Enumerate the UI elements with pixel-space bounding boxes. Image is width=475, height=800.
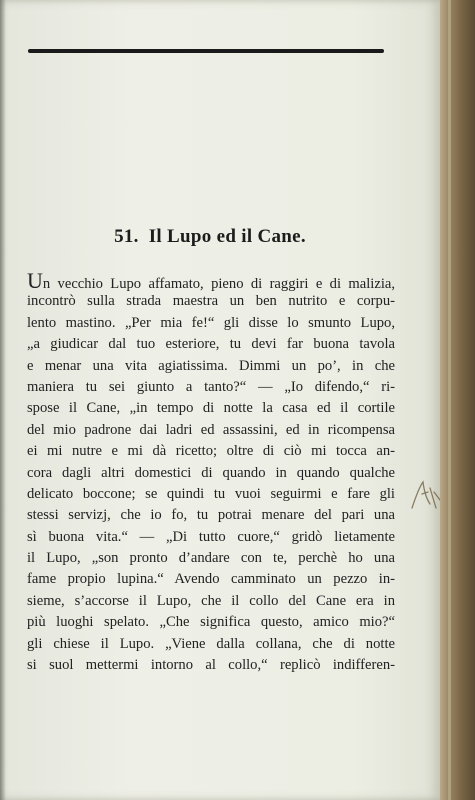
initial-letter: U: [27, 268, 43, 293]
fable-body: [27, 270, 395, 676]
text-line-3: lento mastino. „Per mia fe!“ gli disse lo smunto Lupo,: [27, 314, 395, 331]
text-line-1: [27, 270, 395, 291]
fable-title: [0, 226, 420, 248]
spine-shadow: [0, 0, 6, 800]
text-line-5: e menar una vita agiatissima. Dimmi un po’, in che: [27, 357, 395, 374]
text-line-19: si suol mettermi intorno al collo,“ replicò indifferen-: [27, 657, 395, 674]
fable-title-text: Il Lupo ed il Cane.: [148, 226, 306, 247]
header-rule: [28, 49, 384, 53]
text-line-4: „a giudicar dal tuo esteriore, tu devi far buona tavola: [27, 336, 395, 353]
text-line-16: sieme, s’accorse il Lupo, che il collo del Cane era in: [27, 592, 395, 609]
text-line-17: più luoghi spelato. „Che significa questo, amico mio?“: [27, 614, 395, 631]
text-line-14: il Lupo, „son pronto d’andare con te, perchè ho una: [27, 550, 395, 567]
text-line-10: cora dagli altri domestici di quando in quando qualche: [27, 464, 395, 481]
fable-number: 51.: [114, 226, 139, 247]
text-line-15: fame propio lupina.“ Avendo camminato un pezzo in-: [27, 571, 395, 588]
text-line-13: sì buona vita.“ — „Di tutto cuore,“ gridò lietamente: [27, 528, 395, 545]
text-line-8: del mio padrone dai ladri ed assassini, ed in ricompensa: [27, 421, 395, 438]
first-line-text: n vecchio Lupo affamato, pieno di raggiri e di malizia,: [42, 276, 395, 292]
page-edge-highlight: [448, 0, 451, 800]
text-line-7: spose il Cane, „in tempo di notte la casa ed il cortile: [27, 400, 395, 417]
text-line-2: incontrò sulla strada maestra un ben nutrito e corpu-: [27, 293, 395, 310]
text-line-18: gli chiese il Lupo. „Viene dalla collana, che di notte: [27, 635, 395, 652]
text-line-6: maniera tu sei giunto a tanto?“ — „Io difendo,“ ri-: [27, 378, 395, 395]
margin-pencil-mark: [408, 478, 444, 516]
text-line-12: stessi servizj, che io fo, tu potrai menare del pari una: [27, 507, 395, 524]
text-line-11: delicato boccone; se quindi tu vuoi seguirmi e fare gli: [27, 485, 395, 502]
page-edge: [440, 0, 475, 800]
text-line-9: ei mi nutre e mi dà ricetto; oltre di ciò mi tocca an-: [27, 443, 395, 460]
